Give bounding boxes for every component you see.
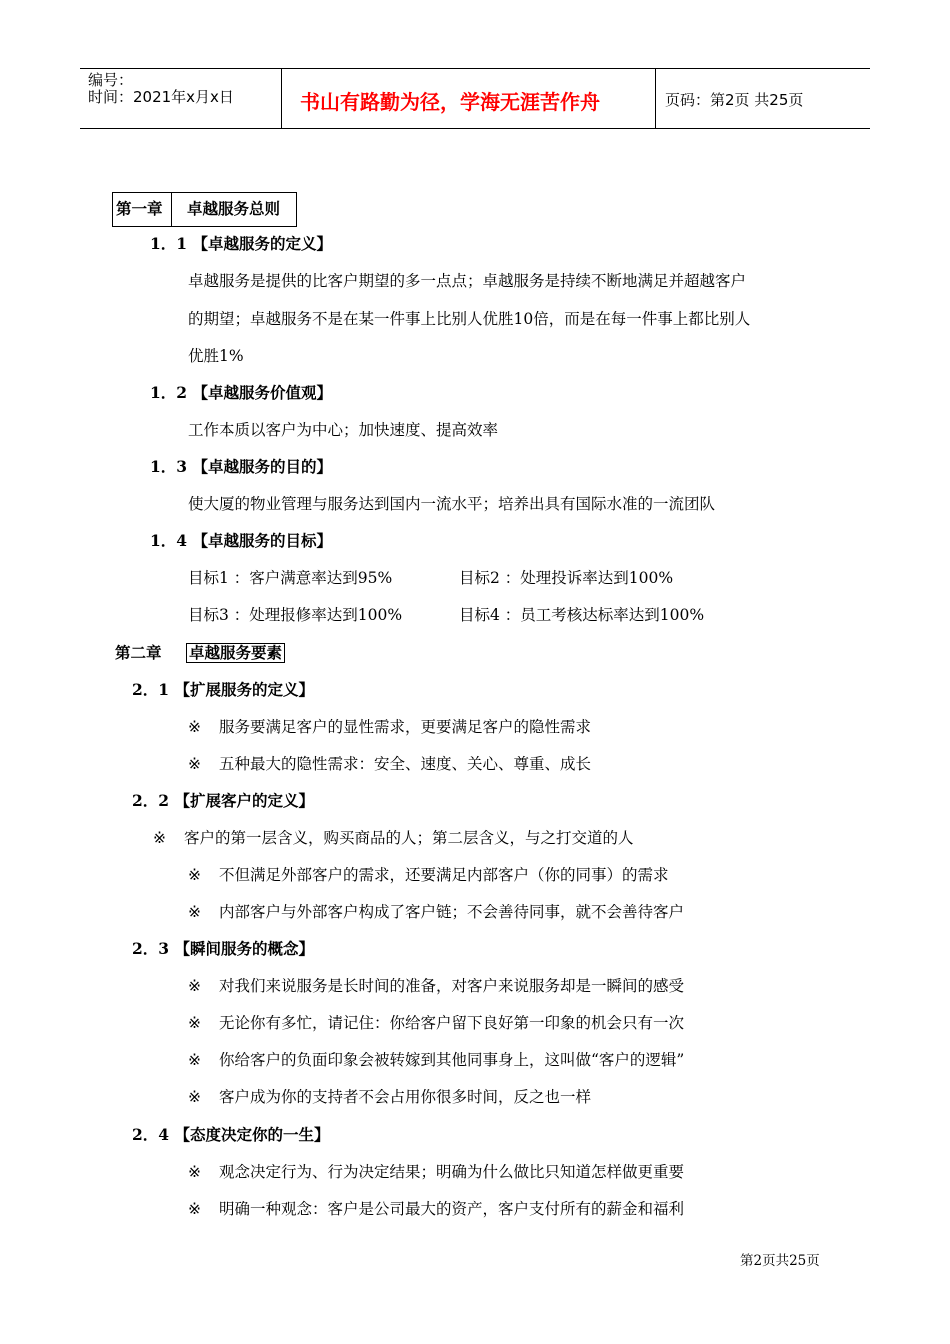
bullet: ※ xyxy=(188,755,201,773)
header-divider-2 xyxy=(655,68,656,129)
list-item xyxy=(188,1088,591,1106)
list-item xyxy=(188,718,591,736)
bullet: ※ xyxy=(188,1051,201,1069)
list-item xyxy=(188,1014,684,1032)
bullet: ※ xyxy=(188,977,201,995)
bullet: ※ xyxy=(188,1088,201,1106)
list-item-text: 五种最大的隐性需求：安全、速度、关心、尊重、成长 xyxy=(219,755,592,773)
section-2-3-heading: 2．3 【瞬间服务的概念】 xyxy=(132,939,314,958)
section-1-1-line-2: 的期望；卓越服务不是在某一件事上比别人优胜10倍，而是在每一件事上都比别人 xyxy=(188,310,751,328)
list-item-text: 客户的第一层含义，购买商品的人；第二层含义，与之打交道的人 xyxy=(184,829,634,847)
header-time-label: 时间：2021年x月x日 xyxy=(88,88,234,106)
section-1-4-heading: 1．4 【卓越服务的目标】 xyxy=(150,531,332,550)
list-item-text: 你给客户的负面印象会被转嫁到其他同事身上，这叫做“客户的逻辑” xyxy=(219,1051,685,1069)
section-2-1-heading: 2．1 【扩展服务的定义】 xyxy=(132,680,314,699)
list-item-text: 内部客户与外部客户构成了客户链；不会善待同事，就不会善待客户 xyxy=(219,903,685,921)
list-item xyxy=(188,1163,684,1181)
chapter-divider xyxy=(171,193,172,226)
header-bottom-rule xyxy=(80,128,870,129)
header-motto: 书山有路勤为径，学海无涯苦作舟 xyxy=(300,90,600,114)
section-1-1-line-1: 卓越服务是提供的比客户期望的多一点点；卓越服务是持续不断地满足并超越客户 xyxy=(188,272,747,290)
bullet: ※ xyxy=(188,1163,201,1181)
list-item xyxy=(188,1200,684,1218)
footer-page-number: 第2页共25页 xyxy=(740,1253,820,1269)
section-2-4-heading: 2．4 【态度决定你的一生】 xyxy=(132,1125,330,1144)
list-item xyxy=(188,977,684,995)
goal-3: 目标3 ：处理报修率达到100% xyxy=(188,606,403,624)
list-item-text: 明确一种观念：客户是公司最大的资产，客户支付所有的薪金和福利 xyxy=(219,1200,685,1218)
header-divider-1 xyxy=(281,68,282,129)
section-1-2-line: 工作本质以客户为中心；加快速度、提高效率 xyxy=(188,421,499,439)
bullet: ※ xyxy=(153,829,166,847)
bullet: ※ xyxy=(188,866,201,884)
list-item-text: 服务要满足客户的显性需求，更要满足客户的隐性需求 xyxy=(219,718,592,736)
chapter-2-number: 第二章 xyxy=(115,643,162,662)
section-1-3-line: 使大厦的物业管理与服务达到国内一流水平；培养出具有国际水准的一流团队 xyxy=(188,495,716,513)
goal-2: 目标2 ：处理投诉率达到100% xyxy=(459,569,674,587)
bullet: ※ xyxy=(188,1014,201,1032)
list-item xyxy=(188,755,591,773)
chapter-2-title: 卓越服务要素 xyxy=(186,643,285,663)
goal-1: 目标1 ：客户满意率达到95% xyxy=(188,569,393,587)
goal-4: 目标4 ：员工考核达标率达到100% xyxy=(459,606,705,624)
list-item-text: 观念决定行为、行为决定结果；明确为什么做比只知道怎样做更重要 xyxy=(219,1163,685,1181)
header-page-label: 页码：第2页 共25页 xyxy=(665,91,804,109)
list-item-text: 客户成为你的支持者不会占用你很多时间，反之也一样 xyxy=(219,1088,592,1106)
bullet: ※ xyxy=(188,1200,201,1218)
bullet: ※ xyxy=(188,718,201,736)
chapter-1-title: 卓越服务总则 xyxy=(187,199,281,218)
list-item xyxy=(188,903,684,921)
header-top-rule xyxy=(80,68,870,69)
section-1-3-heading: 1．3 【卓越服务的目的】 xyxy=(150,457,332,476)
list-item xyxy=(188,866,669,884)
section-1-2-heading: 1．2 【卓越服务价值观】 xyxy=(150,383,332,402)
header-number-label: 编号： xyxy=(88,71,134,89)
chapter-1-heading xyxy=(112,192,297,227)
list-item-text: 对我们来说服务是长时间的准备，对客户来说服务却是一瞬间的感受 xyxy=(219,977,685,995)
section-2-2-heading: 2．2 【扩展客户的定义】 xyxy=(132,791,314,810)
chapter-1-number: 第一章 xyxy=(116,199,163,218)
list-item xyxy=(188,1051,684,1069)
bullet: ※ xyxy=(188,903,201,921)
section-1-1-heading: 1．1 【卓越服务的定义】 xyxy=(150,234,332,253)
list-item-text: 无论你有多忙，请记住：你给客户留下良好第一印象的机会只有一次 xyxy=(219,1014,685,1032)
section-1-1-line-3: 优胜1% xyxy=(188,347,244,365)
list-item-text: 不但满足外部客户的需求，还要满足内部客户（你的同事）的需求 xyxy=(219,866,669,884)
list-item xyxy=(153,829,634,847)
